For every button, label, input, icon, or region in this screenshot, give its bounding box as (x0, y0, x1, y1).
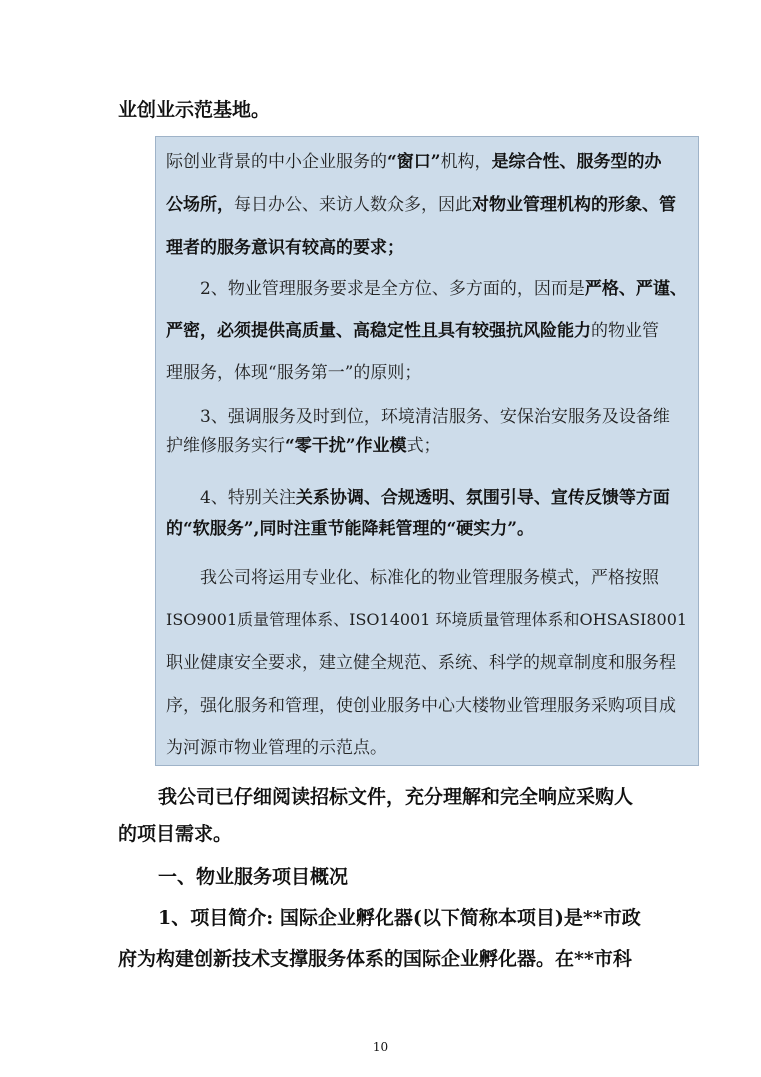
box-line-14: 序，强化服务和管理，使创业服务中心大楼物业管理服务采购项目成 (166, 696, 676, 716)
box-line-6: 理服务，体现“服务第一”的原则； (166, 363, 422, 383)
box-line-5: 严密，必须提供高质量、高稳定性且具有较强抗风险能力的物业管 (166, 321, 659, 341)
box-line-3: 理者的服务意识有较高的要求； (166, 238, 404, 258)
box-line-7: 3、强调服务及时到位，环境清洁服务、安保治安服务及设备维 (200, 407, 670, 427)
box-line-1: 际创业背景的中小企业服务的“窗口”机构，是综合性、服务型的办 (166, 152, 662, 172)
box-line-9: 4、特别关注关系协调、合规透明、氛围引导、宣传反馈等方面 (200, 488, 670, 508)
box-line-13: 职业健康安全要求，建立健全规范、系统、科学的规章制度和服务程 (166, 653, 676, 673)
paragraph-line-4: 府为构建创新技术支撑服务体系的国际企业孵化器。在**市科 (118, 948, 632, 970)
page-number: 10 (372, 1040, 389, 1054)
box-line-10: 的“软服务”,同时注重节能降耗管理的“硬实力”。 (166, 519, 535, 539)
box-line-8: 护维修服务实行“零干扰”作业模式； (166, 436, 441, 456)
box-line-2: 公场所，每日办公、来访人数众多，因此对物业管理机构的形象、管 (166, 195, 676, 215)
text-line-top: 业创业示范基地。 (118, 99, 271, 121)
paragraph-line-2: 的项目需求。 (118, 823, 233, 845)
box-line-12: ISO9001质量管理体系、ISO14001 环境质量管理体系和OHSASI8001 (166, 610, 688, 629)
box-line-15: 为河源市物业管理的示范点。 (166, 738, 387, 758)
section-heading: 一、物业服务项目概况 (158, 866, 349, 888)
paragraph-line-1: 我公司已仔细阅读招标文件，充分理解和完全响应采购人 (158, 786, 634, 808)
highlighted-quote-box (155, 136, 699, 766)
box-line-4: 2、物业管理服务要求是全方位、多方面的，因而是严格、严谨、 (200, 279, 687, 299)
box-line-11: 我公司将运用专业化、标准化的物业管理服务模式，严格按照 (200, 568, 659, 588)
paragraph-line-3: 1、项目简介: 国际企业孵化器(以下简称本项目)是**市政 (158, 907, 641, 929)
